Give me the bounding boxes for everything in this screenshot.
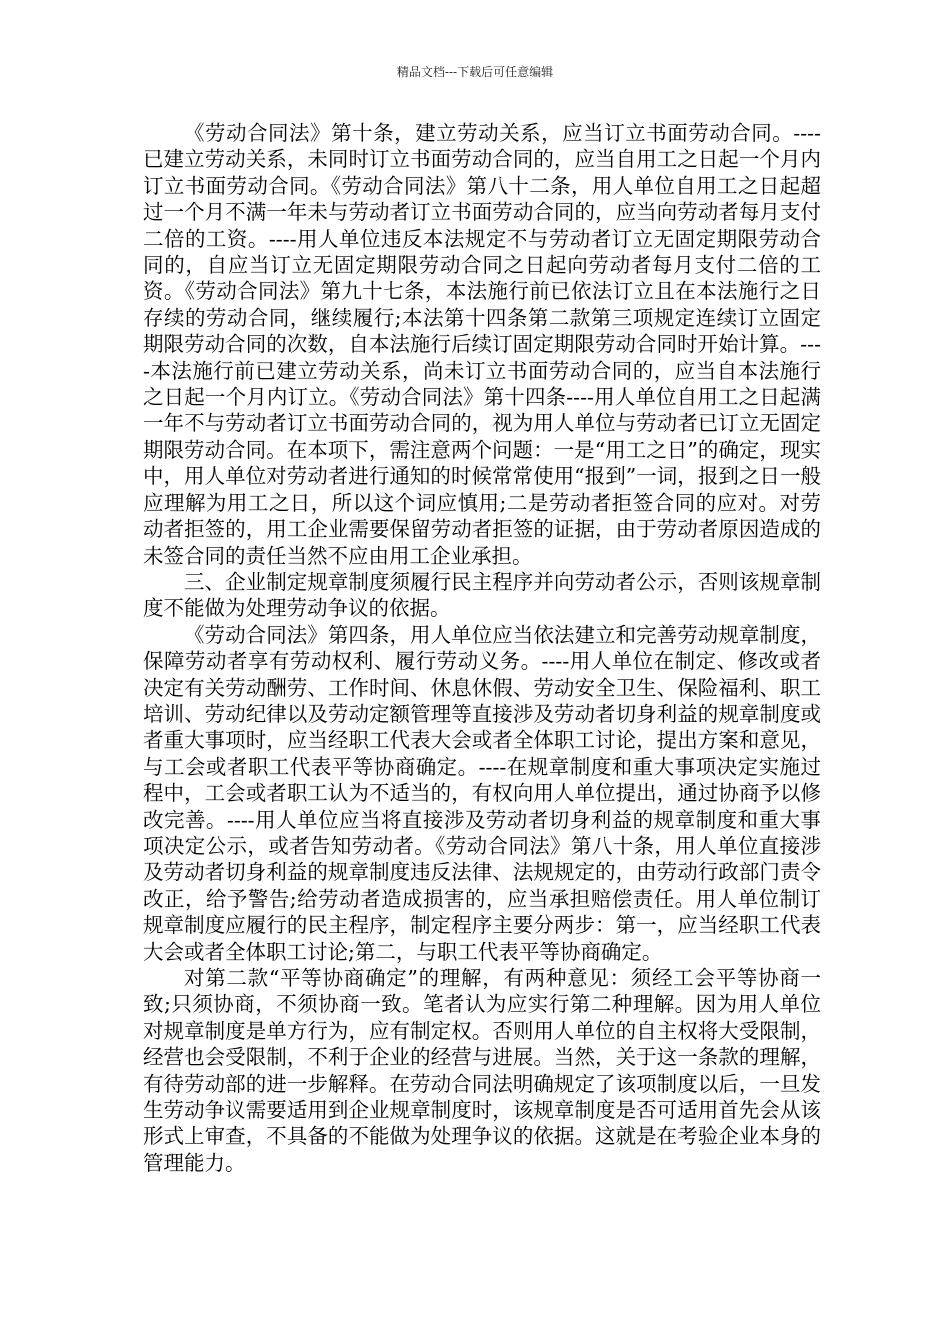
page-header: 精品文档---下载后可任意编辑 <box>396 65 554 79</box>
paragraph-rules-procedure: 《劳动合同法》第四条，用人单位应当依法建立和完善劳动规章制度，保障劳动者享有劳动权利、履行劳动义务。----用人单位在制定、修改或者决定有关劳动酬劳、工作时间、休息休假、劳动安全卫生、保险福利、职工培训、劳动纪律以及劳动定额管理等直接涉及劳动者切身利益的规章制度或者重大事项时，应当经职工代表大会或者全体职工讨论，提出方案和意见，与工会或者职工代表平等协商确定。----在规章制度和重大事项决定实施过程中，工会或者职工认为不适当的，有权向用人单位提出，通过协商予以修改完善。----用人单位应当将直接涉及劳动者切身利益的规章制度和重大事项决定公示，或者告知劳动者。《劳动合同法》第八十条，用人单位直接涉及劳动者切身利益的规章制度违反法律、法规规定的，由劳动行政部门责令改正，给予警告;给劳动者造成损害的，应当承担赔偿责任。用人单位制订规章制度应履行的民主程序，制定程序主要分两步：第一，应当经职工代表大会或者全体职工讨论;第二，与职工代表平等协商确定。 <box>143 622 821 964</box>
paragraph-section-three-heading: 三、企业制定规章制度须履行民主程序并向劳动者公示，否则该规章制度不能做为处理劳动争议的依据。 <box>143 569 821 621</box>
document-body <box>143 120 821 1176</box>
paragraph-consultation-interpretation: 对第二款“平等协商确定”的理解，有两种意见：须经工会平等协商一致;只须协商，不须协商一致。笔者认为应实行第二种理解。因为用人单位对规章制度是单方行为，应有制定权。否则用人单位的自主权将大受限制，经营也会受限制，不利于企业的经营与进展。当然，关于这一条款的理解，有待劳动部的进一步解释。在劳动合同法明确规定了该项制度以后，一旦发生劳动争议需要适用到企业规章制度时，该规章制度是否可适用首先会从该形式上审查，不具备的不能做为处理争议的依据。这就是在考验企业本身的管理能力。 <box>143 966 821 1175</box>
paragraph-labor-contract-articles: 《劳动合同法》第十条，建立劳动关系，应当订立书面劳动合同。----已建立劳动关系，未同时订立书面劳动合同的，应当自用工之日起一个月内订立书面劳动合同。《劳动合同法》第八十二条，用人单位自用工之日起超过一个月不满一年未与劳动者订立书面劳动合同的，应当向劳动者每月支付二倍的工资。----用人单位违反本法规定不与劳动者订立无固定期限劳动合同的，自应当订立无固定期限劳动合同之日起向劳动者每月支付二倍的工资。《劳动合同法》第九十七条，本法施行前已依法订立且在本法施行之日存续的劳动合同，继续履行;本法第十四条第二款第三项规定连续订立固定期限劳动合同的次数，自本法施行后续订固定期限劳动合同时开始计算。----本法施行前已建立劳动关系，尚未订立书面劳动合同的，应当自本法施行之日起一个月内订立。《劳动合同法》第十四条----用人单位自用工之日起满一年不与劳动者订立书面劳动合同的，视为用人单位与劳动者已订立无固定期限劳动合同。在本项下，需注意两个问题：一是“用工之日”的确定，现实中，用人单位对劳动者进行通知的时候常常使用“报到”一词，报到之日一般应理解为用工之日，所以这个词应慎用;二是劳动者拒签合同的应对。对劳动者拒签的，用工企业需要保留劳动者拒签的证据，由于劳动者原因造成的未签合同的责任当然不应由用工企业承担。 <box>143 121 821 568</box>
